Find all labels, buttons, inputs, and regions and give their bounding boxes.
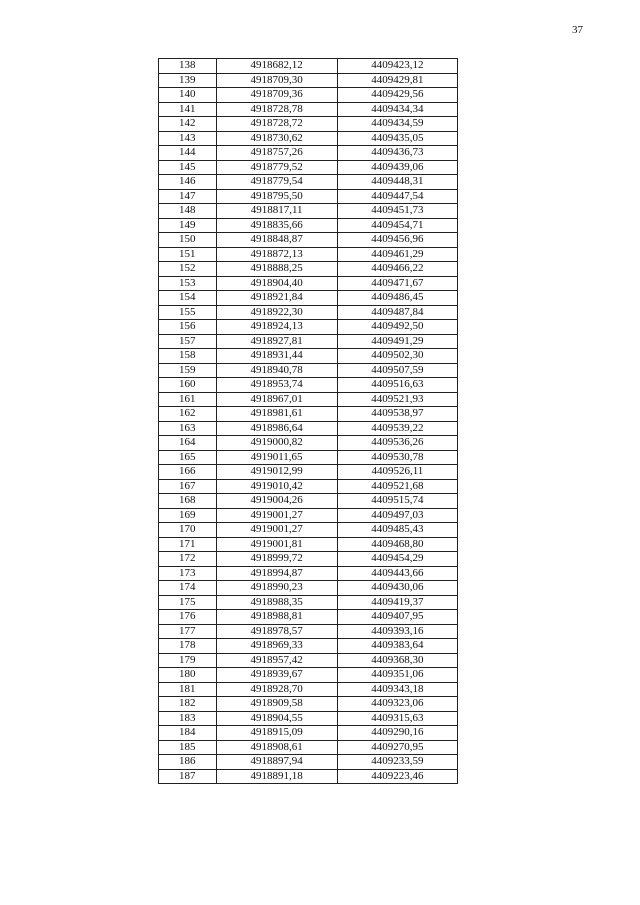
x-coordinate-cell: 4918928,70 <box>216 682 337 697</box>
y-coordinate-cell: 4409491,29 <box>337 334 457 349</box>
point-number-cell: 166 <box>159 465 217 480</box>
y-coordinate-cell: 4409343,18 <box>337 682 457 697</box>
table-row <box>159 204 458 219</box>
table-row <box>159 595 458 610</box>
x-coordinate-cell: 4918795,50 <box>216 189 337 204</box>
y-coordinate-cell: 4409530,78 <box>337 450 457 465</box>
x-coordinate-cell: 4918921,84 <box>216 291 337 306</box>
table-row <box>159 436 458 451</box>
table-row <box>159 320 458 335</box>
y-coordinate-cell: 4409461,29 <box>337 247 457 262</box>
x-coordinate-cell: 4918939,67 <box>216 668 337 683</box>
table-row <box>159 508 458 523</box>
table-row <box>159 450 458 465</box>
x-coordinate-cell: 4918922,30 <box>216 305 337 320</box>
y-coordinate-cell: 4409419,37 <box>337 595 457 610</box>
x-coordinate-cell: 4918848,87 <box>216 233 337 248</box>
y-coordinate-cell: 4409223,46 <box>337 769 457 784</box>
point-number-cell: 187 <box>159 769 217 784</box>
point-number-cell: 153 <box>159 276 217 291</box>
point-number-cell: 180 <box>159 668 217 683</box>
table-row <box>159 653 458 668</box>
y-coordinate-cell: 4409521,68 <box>337 479 457 494</box>
x-coordinate-cell: 4918967,01 <box>216 392 337 407</box>
point-number-cell: 171 <box>159 537 217 552</box>
point-number-cell: 174 <box>159 581 217 596</box>
point-number-cell: 175 <box>159 595 217 610</box>
table-row <box>159 102 458 117</box>
point-number-cell: 165 <box>159 450 217 465</box>
y-coordinate-cell: 4409485,43 <box>337 523 457 538</box>
y-coordinate-cell: 4409526,11 <box>337 465 457 480</box>
table-row <box>159 581 458 596</box>
y-coordinate-cell: 4409492,50 <box>337 320 457 335</box>
x-coordinate-cell: 4918953,74 <box>216 378 337 393</box>
x-coordinate-cell: 4919012,99 <box>216 465 337 480</box>
table-row <box>159 610 458 625</box>
y-coordinate-cell: 4409423,12 <box>337 59 457 74</box>
table-row <box>159 349 458 364</box>
table-row <box>159 305 458 320</box>
table-row <box>159 552 458 567</box>
point-number-cell: 181 <box>159 682 217 697</box>
point-number-cell: 141 <box>159 102 217 117</box>
point-number-cell: 147 <box>159 189 217 204</box>
y-coordinate-cell: 4409497,03 <box>337 508 457 523</box>
point-number-cell: 170 <box>159 523 217 538</box>
table-row <box>159 262 458 277</box>
y-coordinate-cell: 4409515,74 <box>337 494 457 509</box>
x-coordinate-cell: 4918709,36 <box>216 88 337 103</box>
table-row <box>159 160 458 175</box>
point-number-cell: 142 <box>159 117 217 132</box>
x-coordinate-cell: 4919001,81 <box>216 537 337 552</box>
table-row <box>159 740 458 755</box>
x-coordinate-cell: 4919004,26 <box>216 494 337 509</box>
point-number-cell: 178 <box>159 639 217 654</box>
point-number-cell: 184 <box>159 726 217 741</box>
x-coordinate-cell: 4918779,54 <box>216 175 337 190</box>
x-coordinate-cell: 4918994,87 <box>216 566 337 581</box>
point-number-cell: 154 <box>159 291 217 306</box>
table-row <box>159 146 458 161</box>
y-coordinate-cell: 4409439,06 <box>337 160 457 175</box>
x-coordinate-cell: 4918897,94 <box>216 755 337 770</box>
y-coordinate-cell: 4409290,16 <box>337 726 457 741</box>
x-coordinate-cell: 4918999,72 <box>216 552 337 567</box>
table-row <box>159 407 458 422</box>
y-coordinate-cell: 4409434,34 <box>337 102 457 117</box>
x-coordinate-cell: 4918978,57 <box>216 624 337 639</box>
table-row <box>159 494 458 509</box>
x-coordinate-cell: 4918988,81 <box>216 610 337 625</box>
point-number-cell: 150 <box>159 233 217 248</box>
coordinates-table-body <box>159 59 458 784</box>
y-coordinate-cell: 4409447,54 <box>337 189 457 204</box>
y-coordinate-cell: 4409435,05 <box>337 131 457 146</box>
table-row <box>159 421 458 436</box>
table-row <box>159 755 458 770</box>
table-row <box>159 175 458 190</box>
coordinates-table <box>158 58 458 784</box>
x-coordinate-cell: 4918981,61 <box>216 407 337 422</box>
x-coordinate-cell: 4918709,30 <box>216 73 337 88</box>
page-number: 37 <box>572 24 583 36</box>
point-number-cell: 161 <box>159 392 217 407</box>
x-coordinate-cell: 4918988,35 <box>216 595 337 610</box>
y-coordinate-cell: 4409538,97 <box>337 407 457 422</box>
point-number-cell: 172 <box>159 552 217 567</box>
x-coordinate-cell: 4918728,78 <box>216 102 337 117</box>
point-number-cell: 183 <box>159 711 217 726</box>
table-row <box>159 711 458 726</box>
x-coordinate-cell: 4918728,72 <box>216 117 337 132</box>
x-coordinate-cell: 4918730,62 <box>216 131 337 146</box>
y-coordinate-cell: 4409351,06 <box>337 668 457 683</box>
y-coordinate-cell: 4409454,71 <box>337 218 457 233</box>
point-number-cell: 158 <box>159 349 217 364</box>
point-number-cell: 162 <box>159 407 217 422</box>
y-coordinate-cell: 4409539,22 <box>337 421 457 436</box>
y-coordinate-cell: 4409486,45 <box>337 291 457 306</box>
table-row <box>159 566 458 581</box>
point-number-cell: 138 <box>159 59 217 74</box>
y-coordinate-cell: 4409451,73 <box>337 204 457 219</box>
table-row <box>159 639 458 654</box>
y-coordinate-cell: 4409429,81 <box>337 73 457 88</box>
table-row <box>159 334 458 349</box>
y-coordinate-cell: 4409315,63 <box>337 711 457 726</box>
point-number-cell: 163 <box>159 421 217 436</box>
point-number-cell: 160 <box>159 378 217 393</box>
point-number-cell: 140 <box>159 88 217 103</box>
y-coordinate-cell: 4409536,26 <box>337 436 457 451</box>
y-coordinate-cell: 4409507,59 <box>337 363 457 378</box>
point-number-cell: 156 <box>159 320 217 335</box>
y-coordinate-cell: 4409407,95 <box>337 610 457 625</box>
point-number-cell: 159 <box>159 363 217 378</box>
table-row <box>159 117 458 132</box>
x-coordinate-cell: 4918931,44 <box>216 349 337 364</box>
table-row <box>159 479 458 494</box>
point-number-cell: 173 <box>159 566 217 581</box>
x-coordinate-cell: 4919000,82 <box>216 436 337 451</box>
point-number-cell: 169 <box>159 508 217 523</box>
y-coordinate-cell: 4409430,06 <box>337 581 457 596</box>
point-number-cell: 155 <box>159 305 217 320</box>
y-coordinate-cell: 4409471,67 <box>337 276 457 291</box>
y-coordinate-cell: 4409368,30 <box>337 653 457 668</box>
point-number-cell: 148 <box>159 204 217 219</box>
point-number-cell: 176 <box>159 610 217 625</box>
y-coordinate-cell: 4409443,66 <box>337 566 457 581</box>
x-coordinate-cell: 4918904,40 <box>216 276 337 291</box>
point-number-cell: 149 <box>159 218 217 233</box>
table-row <box>159 131 458 146</box>
y-coordinate-cell: 4409270,95 <box>337 740 457 755</box>
x-coordinate-cell: 4918779,52 <box>216 160 337 175</box>
point-number-cell: 182 <box>159 697 217 712</box>
x-coordinate-cell: 4918915,09 <box>216 726 337 741</box>
table-row <box>159 668 458 683</box>
table-row <box>159 189 458 204</box>
point-number-cell: 186 <box>159 755 217 770</box>
x-coordinate-cell: 4918990,23 <box>216 581 337 596</box>
x-coordinate-cell: 4918908,61 <box>216 740 337 755</box>
point-number-cell: 157 <box>159 334 217 349</box>
table-row <box>159 523 458 538</box>
point-number-cell: 144 <box>159 146 217 161</box>
table-row <box>159 276 458 291</box>
point-number-cell: 145 <box>159 160 217 175</box>
x-coordinate-cell: 4918927,81 <box>216 334 337 349</box>
point-number-cell: 179 <box>159 653 217 668</box>
table-row <box>159 88 458 103</box>
y-coordinate-cell: 4409429,56 <box>337 88 457 103</box>
y-coordinate-cell: 4409434,59 <box>337 117 457 132</box>
point-number-cell: 164 <box>159 436 217 451</box>
x-coordinate-cell: 4918986,64 <box>216 421 337 436</box>
table-row <box>159 726 458 741</box>
y-coordinate-cell: 4409468,80 <box>337 537 457 552</box>
y-coordinate-cell: 4409516,63 <box>337 378 457 393</box>
table-row <box>159 697 458 712</box>
y-coordinate-cell: 4409487,84 <box>337 305 457 320</box>
point-number-cell: 139 <box>159 73 217 88</box>
x-coordinate-cell: 4919011,65 <box>216 450 337 465</box>
y-coordinate-cell: 4409393,16 <box>337 624 457 639</box>
x-coordinate-cell: 4918835,66 <box>216 218 337 233</box>
x-coordinate-cell: 4918872,13 <box>216 247 337 262</box>
table-row <box>159 73 458 88</box>
table-row <box>159 59 458 74</box>
point-number-cell: 168 <box>159 494 217 509</box>
x-coordinate-cell: 4919010,42 <box>216 479 337 494</box>
x-coordinate-cell: 4919001,27 <box>216 523 337 538</box>
y-coordinate-cell: 4409448,31 <box>337 175 457 190</box>
y-coordinate-cell: 4409466,22 <box>337 262 457 277</box>
x-coordinate-cell: 4918682,12 <box>216 59 337 74</box>
y-coordinate-cell: 4409436,73 <box>337 146 457 161</box>
table-row <box>159 769 458 784</box>
x-coordinate-cell: 4918909,58 <box>216 697 337 712</box>
y-coordinate-cell: 4409502,30 <box>337 349 457 364</box>
point-number-cell: 185 <box>159 740 217 755</box>
x-coordinate-cell: 4918757,26 <box>216 146 337 161</box>
x-coordinate-cell: 4918904,55 <box>216 711 337 726</box>
y-coordinate-cell: 4409323,06 <box>337 697 457 712</box>
x-coordinate-cell: 4918957,42 <box>216 653 337 668</box>
point-number-cell: 143 <box>159 131 217 146</box>
point-number-cell: 177 <box>159 624 217 639</box>
x-coordinate-cell: 4919001,27 <box>216 508 337 523</box>
point-number-cell: 167 <box>159 479 217 494</box>
x-coordinate-cell: 4918969,33 <box>216 639 337 654</box>
x-coordinate-cell: 4918817,11 <box>216 204 337 219</box>
y-coordinate-cell: 4409456,96 <box>337 233 457 248</box>
y-coordinate-cell: 4409383,64 <box>337 639 457 654</box>
x-coordinate-cell: 4918940,78 <box>216 363 337 378</box>
table-row <box>159 392 458 407</box>
table-row <box>159 682 458 697</box>
y-coordinate-cell: 4409521,93 <box>337 392 457 407</box>
table-row <box>159 233 458 248</box>
point-number-cell: 146 <box>159 175 217 190</box>
table-row <box>159 291 458 306</box>
point-number-cell: 152 <box>159 262 217 277</box>
y-coordinate-cell: 4409454,29 <box>337 552 457 567</box>
table-row <box>159 247 458 262</box>
x-coordinate-cell: 4918924,13 <box>216 320 337 335</box>
x-coordinate-cell: 4918891,18 <box>216 769 337 784</box>
x-coordinate-cell: 4918888,25 <box>216 262 337 277</box>
point-number-cell: 151 <box>159 247 217 262</box>
y-coordinate-cell: 4409233,59 <box>337 755 457 770</box>
table-row <box>159 624 458 639</box>
table-row <box>159 537 458 552</box>
table-row <box>159 465 458 480</box>
table-row <box>159 378 458 393</box>
table-row <box>159 218 458 233</box>
table-row <box>159 363 458 378</box>
